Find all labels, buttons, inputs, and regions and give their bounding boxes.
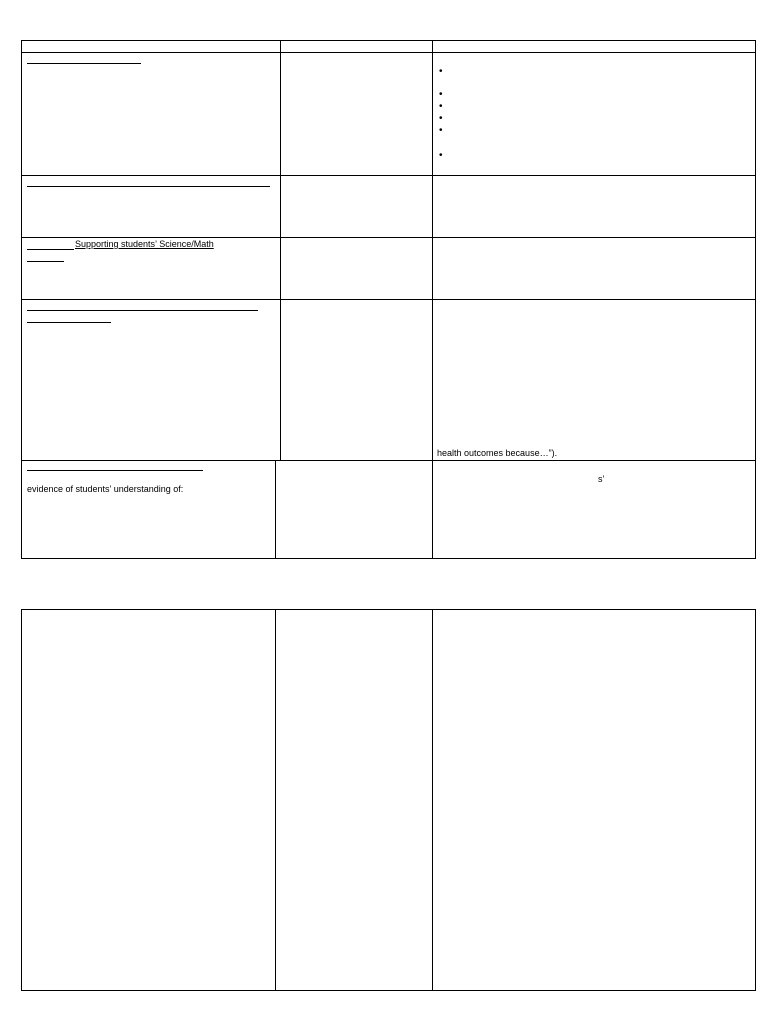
row1-bullet: •	[439, 66, 443, 77]
table-1-row-divider	[21, 237, 756, 238]
table-2	[21, 609, 756, 991]
row4-underline	[27, 310, 258, 311]
row3-heading: Supporting students’ Science/Math	[75, 239, 214, 249]
table-2-col-divider	[432, 609, 433, 991]
table-2-col-divider	[275, 609, 276, 991]
table-1-col-divider	[432, 40, 433, 559]
table-1-col-divider	[275, 460, 276, 559]
table-1-row-divider	[21, 175, 756, 176]
row5-col1-text: evidence of students’ understanding of:	[27, 484, 184, 494]
table-1-col-divider	[280, 40, 281, 461]
row4-underline-2	[27, 322, 111, 323]
row1-bullet: •	[439, 113, 443, 124]
row1-bullet: •	[439, 89, 443, 100]
row1-bullet: •	[439, 125, 443, 136]
table-1-header-divider	[21, 52, 756, 53]
row4-col3-text: health outcomes because…”).	[437, 448, 558, 458]
row5-col3-text: s’	[598, 474, 605, 484]
row1-bullet: •	[439, 101, 443, 112]
row1-bullet: •	[439, 150, 443, 161]
table-1-row-divider	[21, 460, 756, 461]
row5-underline	[27, 470, 203, 471]
row3-underline	[27, 249, 74, 250]
row2-underline	[27, 186, 270, 187]
row3-underline-2	[27, 261, 64, 262]
table-1-row-divider	[21, 299, 756, 300]
row1-underline	[27, 63, 141, 64]
